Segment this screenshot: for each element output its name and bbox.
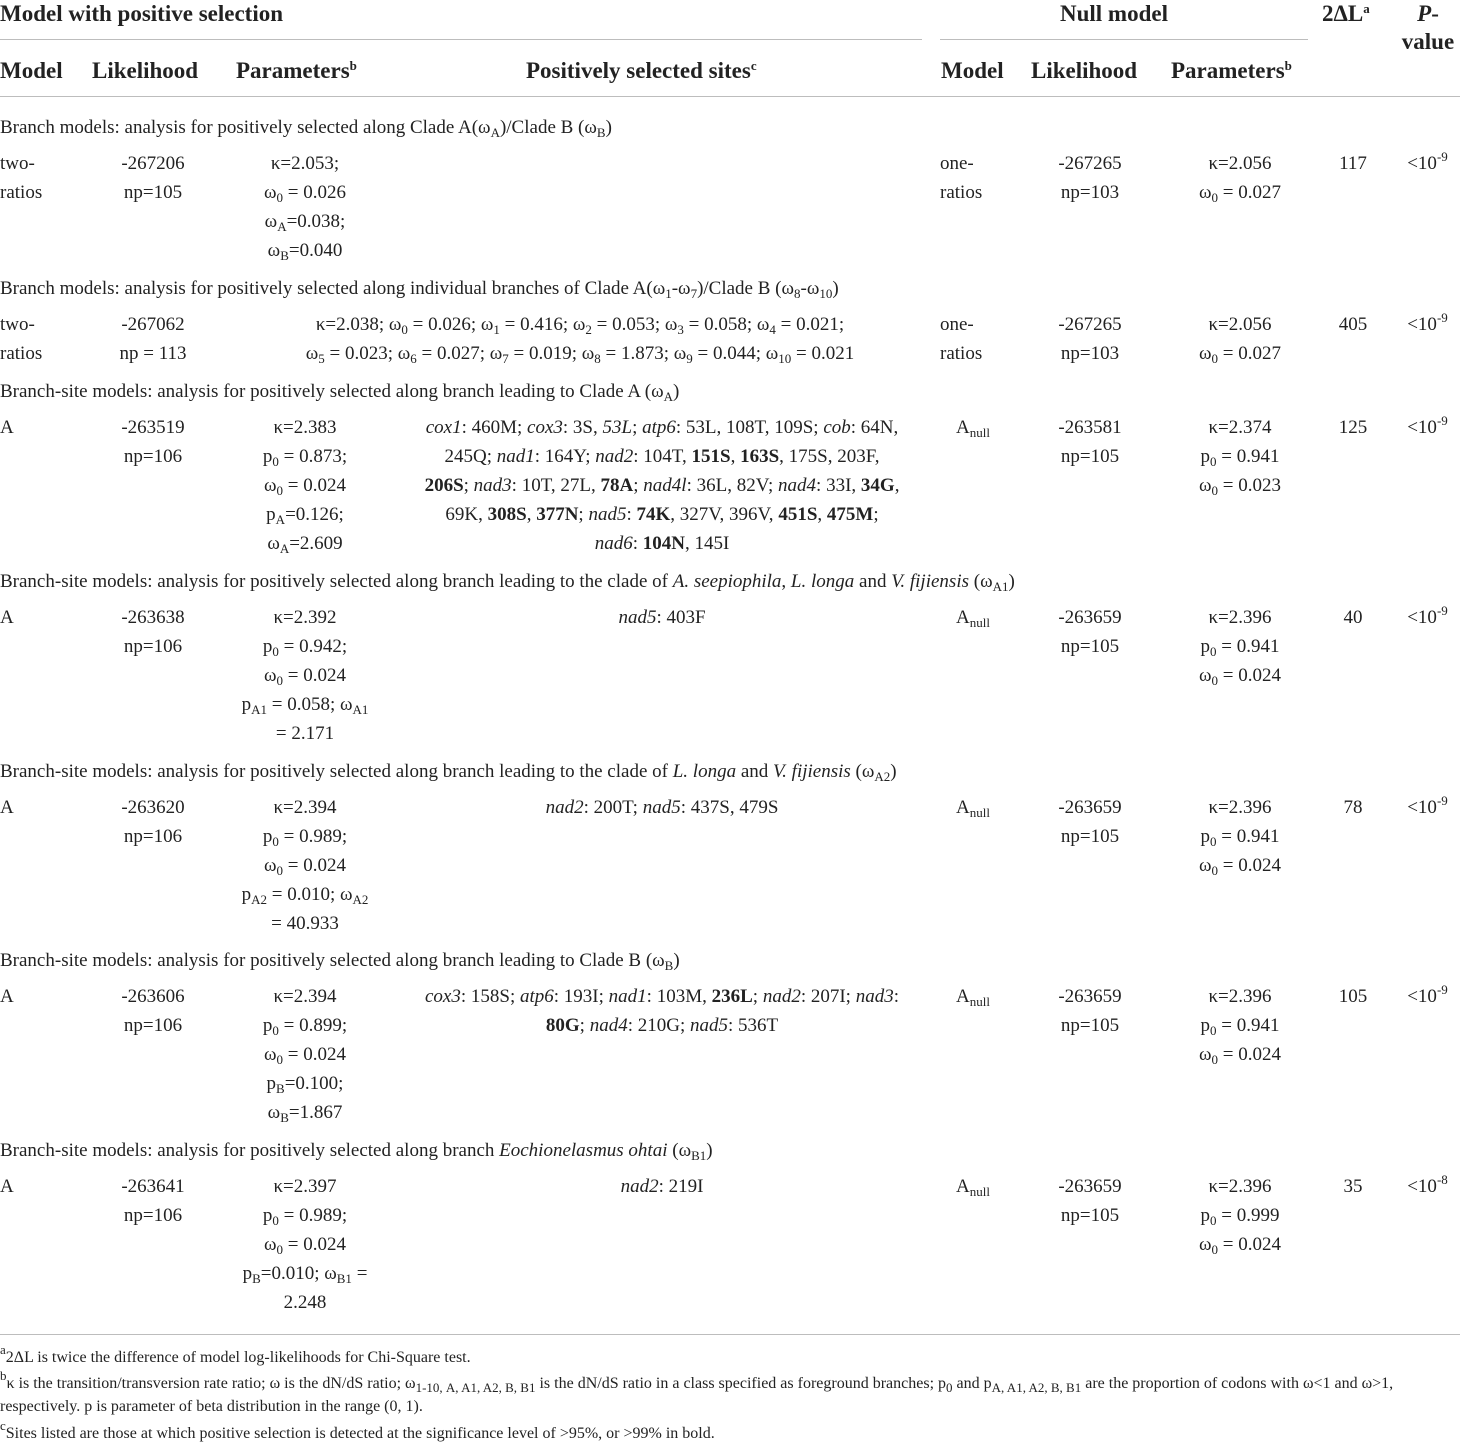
section-title: Branch-site models: analysis for positively selected along branch leading to the clade of A. seepiophila, L. longa and V. fijiensis $(\omega_{A1})$ — [0, 571, 1015, 594]
col-header-2dl-text: 2ΔL — [1322, 1, 1364, 26]
section-title: Branch models: analysis for positively selected along individual branches of Clade $A(\omega_1-\omega_7)$/Clade B $(\omega_8-\omega_{10})$ — [0, 278, 839, 301]
cell-parameters: κ=2.392 $p_0 = 0.942$; $\omega_0 = 0.024$ $p_{A1} = 0.058$; $\omega_{A1}$ = 2.171 — [241, 607, 369, 744]
cell-null-likelihood: -263659 np=105 — [1058, 1176, 1122, 1226]
cell-null-parameters: κ=2.374 $p_0 = 0.941$ $\omega_0 = 0.023$ — [1199, 417, 1281, 498]
cell-null-likelihood: -267265 np=103 — [1058, 314, 1122, 364]
cell-sites: nad5: 403F — [618, 607, 706, 628]
group-rule-null — [940, 39, 1308, 40]
cell-null-model: $A_{null}$ — [956, 1176, 990, 1199]
cell-parameters: κ=2.053; $\omega_0 = 0.026$ $\omega_A=0.038$; $\omega_B=0.040$ — [264, 153, 346, 263]
cell-null-parameters: κ=2.056 $\omega_0 = 0.027$ — [1199, 314, 1281, 366]
col-header-pvalue-p: P — [1417, 1, 1432, 26]
cell-pvalue: $<10^{-9}$ — [1407, 603, 1448, 628]
cell-null-model: one- ratios — [940, 314, 983, 364]
cell-pvalue: $<10^{-9}$ — [1407, 982, 1448, 1007]
cell-2dl: 105 — [1338, 986, 1368, 1007]
cell-2dl: 125 — [1338, 417, 1368, 438]
col-header-model: Model — [0, 58, 63, 83]
col-header-null-parameters-text: Parameters — [1171, 58, 1285, 83]
cell-2dl: 405 — [1338, 314, 1368, 335]
col-header-null-model: Model — [941, 58, 1004, 83]
cell-likelihood: -263638 np=106 — [121, 607, 185, 657]
cell-sites: nad2: 200T; nad5: 437S, 479S — [545, 797, 779, 818]
cell-pvalue: $<10^{-8}$ — [1407, 1172, 1448, 1197]
col-header-parameters-text: Parameters — [236, 58, 350, 83]
cell-model: A — [0, 417, 14, 438]
col-header-pvalue-value: value — [1401, 29, 1455, 54]
col-header-pvalue-dash: - — [1431, 1, 1439, 26]
cell-model: two- ratios — [0, 314, 43, 364]
section-title: Branch-site models: analysis for positively selected along branch leading to Clade A $(\omega_A)$ — [0, 381, 680, 404]
col-header-pvalue — [1396, 0, 1460, 56]
col-header-sites-sup: c — [750, 58, 757, 73]
cell-model: A — [0, 797, 14, 818]
col-header-null-parameters — [1171, 56, 1292, 86]
cell-null-parameters: κ=2.396 $p_0 = 0.941$ $\omega_0 = 0.024$ — [1199, 797, 1281, 878]
cell-null-likelihood: -263659 np=105 — [1058, 607, 1122, 657]
cell-null-model: $A_{null}$ — [956, 797, 990, 820]
section-title: Branch-site models: analysis for positively selected along branch leading to the clade of L. longa and V. fijiensis $(\omega_{A2})$ — [0, 761, 897, 784]
cell-null-likelihood: -263659 np=105 — [1058, 986, 1122, 1036]
cell-likelihood: -263620 np=106 — [121, 797, 185, 847]
cell-parameters: κ=2.397 $p_0 = 0.989$; $\omega_0 = 0.024$ $p_B=0.010$; $\omega_{B1}$ = 2.248 — [242, 1176, 368, 1313]
cell-pvalue: $<10^{-9}$ — [1407, 149, 1448, 174]
cell-likelihood: -263641 np=106 — [121, 1176, 185, 1226]
cell-model: two- ratios — [0, 153, 43, 203]
cell-parameters: κ=2.383 $p_0 = 0.873$; $\omega_0 = 0.024$ $p_A=0.126$; $\omega_A=2.609$ — [262, 417, 348, 556]
cell-pvalue: $<10^{-9}$ — [1407, 310, 1448, 335]
col-header-parameters-sup: b — [349, 58, 357, 73]
cell-null-model: $A_{null}$ — [956, 417, 990, 440]
cell-model: A — [0, 607, 14, 628]
cell-parameters: κ=2.394 $p_0 = 0.899$; $\omega_0 = 0.024$ $p_B=0.100$; $\omega_B=1.867$ — [262, 986, 348, 1125]
group-header-null: Null model — [1060, 1, 1168, 26]
cell-null-model: one- ratios — [940, 153, 983, 203]
cell-parameters: κ=2.038; $\omega_0 = 0.026$; $\omega_1 = 0.416$; $\omega_2 = 0.053$; $\omega_3 = 0.058$; $\omega_4 = 0.021$; $\omega_5 = 0.023$; $\omega_6 = 0.027$; $\omega_7 = 0.019$; $\omega_8 = 1.873$; $\omega_9 = 0.044$; $\omega_{10} = 0.021$ — [305, 314, 855, 366]
cell-2dl: 117 — [1339, 153, 1367, 174]
section-title: Branch-site models: analysis for positively selected along branch Eochionelasmus ohtai $(\omega_{B1})$ — [0, 1140, 713, 1163]
cell-null-model: $A_{null}$ — [956, 986, 990, 1009]
cell-null-parameters: κ=2.396 $p_0 = 0.999$ $\omega_0 = 0.024$ — [1199, 1176, 1281, 1257]
cell-null-likelihood: -263659 np=105 — [1058, 797, 1122, 847]
cell-likelihood: -263519 np=106 — [121, 417, 185, 467]
header-bottom-rule — [0, 96, 1460, 97]
col-header-sites-text: Positively selected sites — [526, 58, 751, 83]
col-header-null-parameters-sup: b — [1284, 58, 1292, 73]
col-header-2dl — [1322, 0, 1370, 28]
cell-model: A — [0, 986, 14, 1007]
cell-parameters: κ=2.394 $p_0 = 0.989$; $\omega_0 = 0.024$ $p_{A2} = 0.010$; $\omega_{A2}$ = 40.933 — [241, 797, 369, 934]
col-header-parameters — [236, 56, 357, 86]
cell-sites: nad2: 219I — [620, 1176, 704, 1197]
cell-likelihood: -263606 np=106 — [121, 986, 185, 1036]
cell-sites: cox1: 460M; cox3: 3S, 53L; atp6: 53L, 108T, 109S; cob: 64N, 245Q; nad1: 164Y; nad2: 104T, 151S, 163S, 175S, 203F, 206S; nad3: 10T, 27L, 78A; nad4l: 36L, 82V; nad4: 33I, 34G, 69K, 308S, 377N; nad5: 74K, 327V, 396V, 451S, 475M; nad6: 104N, 145I — [424, 417, 900, 554]
cell-2dl: 78 — [1343, 797, 1363, 818]
footnote-a: $^a$2ΔL is twice the difference of model log-likelihoods for Chi-Square test. — [0, 1342, 471, 1366]
footnote-c: $^c$Sites listed are those at which positive selection is detected at the significance level of >95%, or >99% in bold. — [0, 1418, 715, 1442]
cell-null-model: $A_{null}$ — [956, 607, 990, 630]
cell-null-likelihood: -263581 np=105 — [1058, 417, 1122, 467]
cell-null-parameters: κ=2.056 $\omega_0 = 0.027$ — [1199, 153, 1281, 205]
col-header-likelihood: Likelihood — [92, 58, 199, 83]
cell-likelihood: -267062 np = 113 — [119, 314, 187, 364]
section-title: Branch models: analysis for positively selected along Clade $A(\omega_A)$/Clade B $(\omega_B)$ — [0, 117, 612, 140]
cell-2dl: 35 — [1343, 1176, 1363, 1197]
cell-model: A — [0, 1176, 14, 1197]
col-header-null-likelihood: Likelihood — [1031, 58, 1138, 83]
cell-pvalue: $<10^{-9}$ — [1407, 793, 1448, 818]
section-title: Branch-site models: analysis for positively selected along branch leading to Clade B $(\omega_B)$ — [0, 950, 680, 973]
col-header-sites — [526, 56, 757, 86]
cell-null-parameters: κ=2.396 $p_0 = 0.941$ $\omega_0 = 0.024$ — [1199, 986, 1281, 1067]
cell-sites: cox3: 158S; atp6: 193I; nad1: 103M, 236L; nad2: 207I; nad3: 80G; nad4: 210G; nad5: 536T — [425, 986, 899, 1036]
group-header-positive: Model with positive selection — [0, 1, 283, 26]
cell-likelihood: -267206 np=105 — [121, 153, 185, 203]
cell-null-likelihood: -267265 np=103 — [1058, 153, 1122, 203]
footnote-b: $^b$κ is the transition/transversion rate ratio; ω is the dN/dS ratio; $\omega_{1-10, A, A1, A2, B, B1}$ is the dN/dS ratio in a class specified as foreground branches; $p_0$ and $p_{A, A1, A2, B, B1}$ are the proportion of codons with ω<1 and ω>1, respectively. p is parameter of beta distribution in the range (0, 1). — [0, 1368, 1394, 1415]
group-rule-positive — [0, 39, 922, 40]
cell-2dl: 40 — [1343, 607, 1363, 628]
col-header-2dl-sup: a — [1363, 1, 1370, 16]
cell-null-parameters: κ=2.396 $p_0 = 0.941$ $\omega_0 = 0.024$ — [1199, 607, 1281, 688]
cell-pvalue: $<10^{-9}$ — [1407, 413, 1448, 438]
table-bottom-rule — [0, 1334, 1460, 1335]
